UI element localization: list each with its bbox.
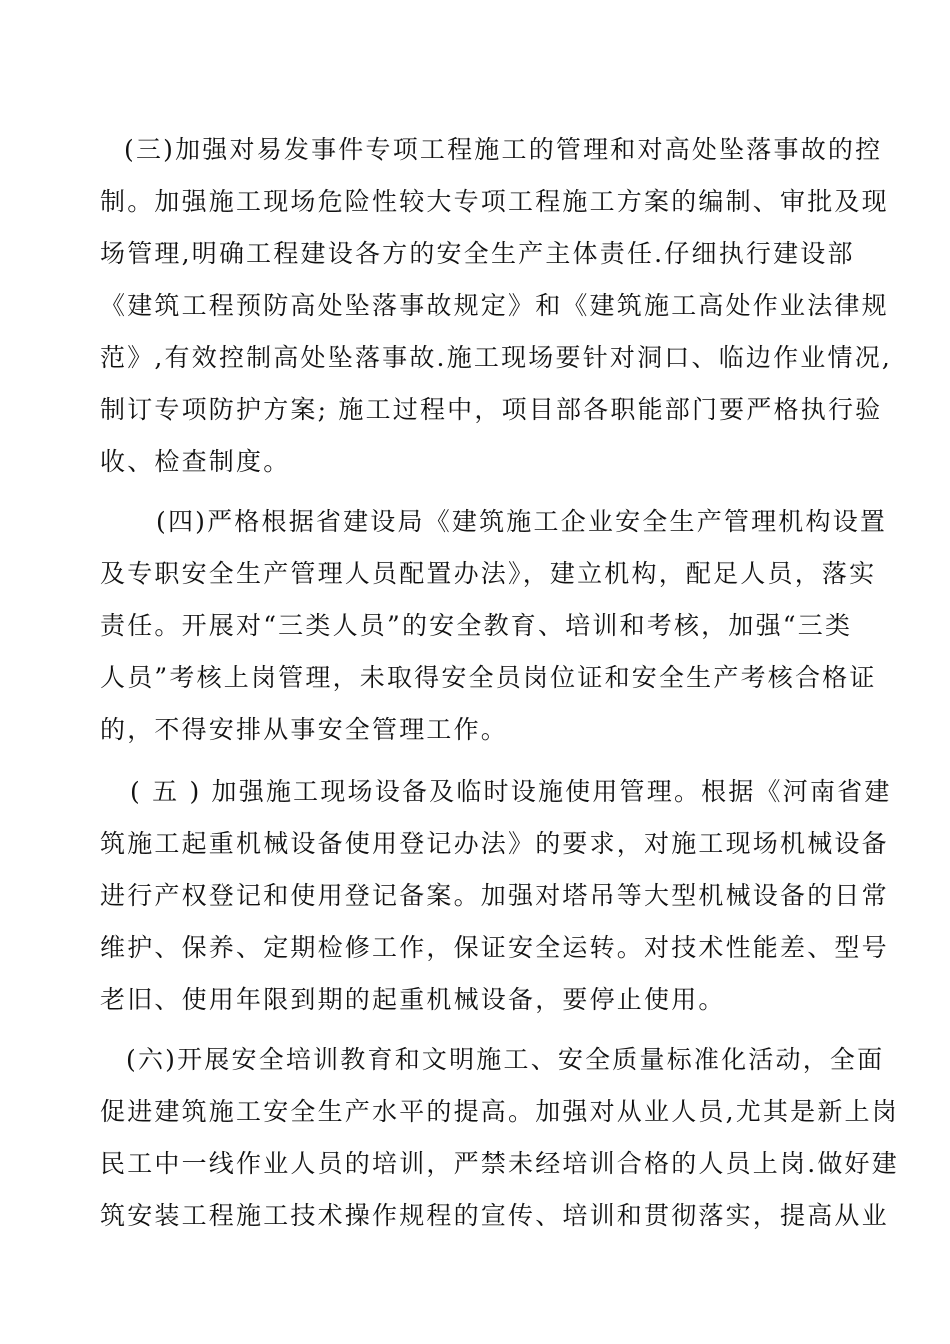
paragraph-line: ( 五 ) 加强施工现场设备及临时设施使用管理。根据《河南省建 — [130, 777, 892, 806]
paragraph-line: 收、检查制度。 — [100, 447, 291, 476]
paragraph-line: 进行产权登记和使用登记备案。加强对塔吊等大型机械设备的日常 — [100, 881, 889, 910]
paragraph-line: 筑安装工程施工技术操作规程的宣传、培训和贯彻落实，提高从业 — [100, 1201, 889, 1230]
paragraph-3 — [100, 124, 893, 488]
paragraph-line: 制。加强施工现场危险性较大专项工程施工方案的编制、审批及现 — [100, 187, 889, 216]
paragraph-line: 责任。开展对“三类人员”的安全教育、培训和考核，加强“三类 — [100, 611, 853, 640]
paragraph-line: 筑施工起重机械设备使用登记办法》的要求，对施工现场机械设备 — [100, 829, 889, 858]
paragraph-line: 民工中一线作业人员的培训，严禁未经培训合格的人员上岗.做好建 — [100, 1149, 899, 1178]
paragraph-line: 促进建筑施工安全生产水平的提高。加强对从业人员,尤其是新上岗 — [100, 1097, 899, 1126]
paragraph-line: (六)开展安全培训教育和文明施工、安全质量标准化活动，全面 — [126, 1045, 885, 1074]
paragraph-line: 及专职安全生产管理人员配置办法》，建立机构，配足人员，落实 — [100, 559, 877, 588]
paragraph-4 — [100, 496, 888, 756]
paragraph-line: (四)严格根据省建设局《建筑施工企业安全生产管理机构设置 — [156, 507, 888, 536]
paragraph-line: 老旧、使用年限到期的起重机械设备，要停止使用。 — [100, 985, 726, 1014]
paragraph-line: 维护、保养、定期检修工作，保证安全运转。对技术性能差、型号 — [100, 933, 889, 962]
paragraph-line: 的，不得安排从事安全管理工作。 — [100, 715, 509, 744]
paragraph-line: 范》,有效控制高处坠落事故.施工现场要针对洞口、临边作业情况, — [100, 343, 893, 372]
paragraph-line: 《建筑工程预防高处坠落事故规定》和《建筑施工高处作业法律规 — [100, 291, 889, 320]
paragraph-5 — [100, 766, 892, 1026]
paragraph-line: 场管理,明确工程建设各方的安全生产主体责任.仔细执行建设部 — [100, 239, 855, 268]
paragraph-line: 制订专项防护方案; 施工过程中，项目部各职能部门要严格执行验 — [100, 395, 883, 424]
paragraph-line: 人员”考核上岗管理，未取得安全员岗位证和安全生产考核合格证 — [100, 663, 877, 692]
paragraph-line: (三)加强对易发事件专项工程施工的管理和对高处坠落事故的控 — [124, 135, 883, 164]
paragraph-6 — [100, 1034, 899, 1242]
